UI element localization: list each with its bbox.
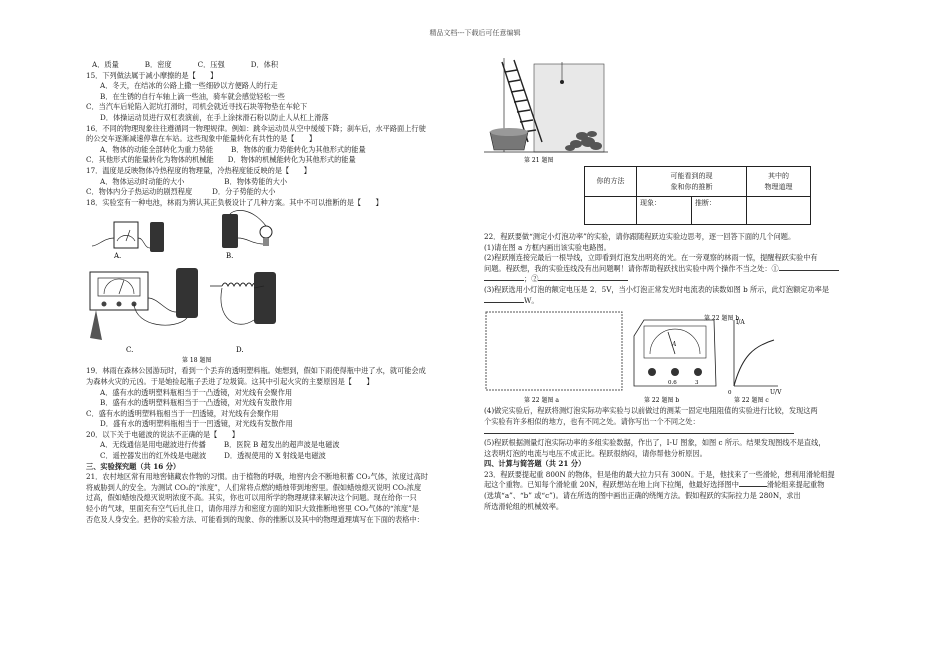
figure-18-caption: 第 18 题图 [182, 357, 212, 365]
q19-option-c: C．盛有水的透明塑料瓶相当于一凹透镜，对光线有会聚作用 [86, 408, 279, 418]
figure-22b-caption-bottom: 第 22 题图 b [644, 397, 680, 405]
q20-option-b: B．医院 B 超发出的超声波是电磁波 [223, 440, 340, 450]
q20-options-cd [86, 451, 478, 462]
graph-x-axis-label: U/V [770, 389, 782, 397]
figure-22 [484, 306, 878, 406]
experiment-table [584, 166, 811, 225]
q18-stem: 18．实验室有一种电池，林雨为辨认其正负极设计了几种方案。其中不可以推断的是【 】 [86, 197, 383, 207]
ammeter-scale-3: 3 [695, 380, 699, 387]
q15-option-b: B．在生锈的自行车轴上滴一些油，骑车就会感觉轻松一些 [100, 91, 285, 101]
ammeter-unit: A [672, 341, 677, 349]
q14-option-d: D．体积 [250, 60, 279, 69]
q19-option-a: A．盛有水的透明塑料瓶相当于一凸透镜，对光线有会聚作用 [100, 387, 293, 397]
circuit-c-label: C. [126, 346, 134, 355]
circuit-b-label: B. [226, 252, 234, 261]
q15-stem: 15．下列做法属于减小摩擦的是【 】 [86, 70, 218, 80]
circuit-d [210, 272, 276, 324]
table-cell-inference[interactable]: 推断： [692, 197, 747, 225]
q14-options [86, 60, 478, 71]
circuit-a-label: A. [114, 252, 122, 261]
q23-line-1: 23．程跃要提起重 800N 的物体，但是他的最大拉力只有 300N。于是，他找来了一些滑轮，想利用滑轮组提 [484, 469, 835, 479]
q20-option-d: D．透视使用的 X 射线是电磁波 [224, 451, 326, 461]
q19-option-b: B．盛有水的透明塑料瓶相当于一凸透镜，对光线有发散作用 [100, 398, 293, 408]
q20-options-ab [86, 440, 478, 451]
q22-line-1: 22．程跃要做“测定小灯泡功率”的实验，请你跟随程跃边实验边思考，逐一回答下面的几个问题。 [484, 232, 796, 241]
q22-part4-answer [484, 427, 878, 438]
q17-option-c: C．物体内分子热运动的剧烈程度 [86, 187, 193, 197]
q14-option-a: A．质量 [92, 60, 119, 69]
q22-answer-blank-1[interactable] [779, 270, 839, 271]
circuit-c [90, 268, 198, 340]
q17-option-b: B．物体势能的大小 [224, 176, 288, 186]
q17-options-ab [86, 177, 478, 188]
q16-stem-1: 16．不同的物理现象往往遵循同一物理规律。例如：跳伞运动员从空中缓缓下降；刹车后，水平路面上行驶 [86, 123, 426, 133]
q21-line-4: 轻小的气球，里面充有空气后扎住口，请你用浮力和密度方面的知识大致推断地窖里 CO₂气体的“浓度”是 [86, 504, 419, 514]
graph-y-axis-label: I/A [736, 319, 745, 327]
q17-stem: 17．温度是反映物体冷热程度的物理量，冷热程度能反映的是【 】 [86, 165, 311, 175]
ammeter-b [634, 320, 716, 386]
q22-line-7: W。 [484, 296, 878, 307]
q21-line-2: 将威胁到人的安全。为测试 CO₂的“浓度”，人们常将点燃的蜡烛带到地窖里。假如蜡烛熄灭说明 CO₂浓度 [86, 482, 422, 492]
q22-part5-line-1: (5)程跃根据测量灯泡实际功率的多组实验数据，作出了，I-U 图象，如图 c 所示。结果发现图线不是直线， [484, 437, 826, 447]
section-3-title: 三、实验探究题（共 16 分） [86, 461, 181, 471]
q16-option-a: A．物体的动能全部转化为重力势能 [100, 144, 214, 154]
q20-stem: 20．以下关于电磁波的说法不正确的是【 】 [86, 429, 239, 439]
table-cell-method[interactable] [585, 197, 637, 225]
q19-stem-1: 19．林雨在森林公园游玩时，看到一个丢弃的透明塑料瓶。她想到，假如下雨使得瓶中进了水，就可能会成 [86, 366, 426, 376]
figure-22a-caption: 第 22 题图 a [524, 397, 559, 405]
q22-line-6: (3)程跃选用小灯泡的额定电压是 2．5V，当小灯泡正常发光时电流表的读数如图 b 所示，此灯泡额定功率是 [484, 284, 830, 294]
q22-answer-blank-2[interactable] [538, 280, 628, 281]
q22-part4-line-1: (4)做完实验后，程跃将测灯泡实际功率实验与以前做过的测某一固定电阻阻值的实验进行比较，发现这两 [484, 406, 818, 416]
q23-line-2: 起这个重物。已知每个滑轮重 20N，程跃想站在地上向下拉绳，他最好选择图中 滑轮组来提起重物 [484, 480, 825, 490]
left-column [86, 60, 478, 525]
q16-option-d: D．物体的机械能转化为其他形式的能量 [227, 155, 356, 165]
q16-option-b: B．物体的重力势能转化为其他形式的能量 [231, 144, 366, 154]
table-header-reason: 其中的 物理道理 [747, 167, 811, 197]
q16-option-c: C．其他形式的能量转化为物体的机械能 [86, 155, 214, 165]
q22-line-5: ；② [484, 274, 878, 285]
figure-21-drawing [484, 58, 878, 166]
q23-line-3: (选填“a”、“b” 或“c”)。请在所选的图中画出正确的绕绳方法。假如程跃的实际拉力是 280N，求出 [484, 490, 801, 500]
figure-22-drawing [484, 306, 878, 406]
experiment-table-wrap [484, 166, 878, 232]
q15-option-c: C．当汽车后轮陷入泥坑打滑时，司机会就近寻找石块等物垫在车轮下 [86, 102, 308, 112]
lamp-icon [560, 80, 564, 84]
table-cell-reason[interactable] [747, 197, 811, 225]
q16-options-ab [86, 145, 478, 156]
q16-stem-2: 的公交车逐渐减速停靠在车站。这些现象中能量转化有共性的是【 】 [86, 134, 317, 144]
q22-line-4: 问题。程跃想，我的实验连线没有出问题啊！请你帮助程跃找出实验中两个操作不当之处：① [484, 264, 878, 275]
ammeter-scale-06: 0.6 [668, 380, 677, 387]
q17-options-cd [86, 187, 478, 198]
q19-stem-2: 为森林火灾的元凶。于是她捡起瓶子丢进了垃圾筒。这其中引起火灾的主要原因是【 】 [86, 376, 374, 386]
q20-option-c: C．遥控器发出的红外线是电磁波 [100, 451, 207, 461]
q23-line-4: 所选滑轮组的机械效率。 [484, 501, 564, 511]
table-header-phenomenon: 可能看到的现 象和你的推断 [637, 167, 747, 197]
right-column [484, 58, 878, 512]
figure-18 [86, 208, 478, 366]
iu-graph-c [728, 319, 782, 396]
figure-22c-caption: 第 22 题图 c [734, 397, 769, 405]
q22-part4-line-2: 个实验有许多相似的地方，也有不同之处。请你写出一个不同之处： [484, 416, 700, 426]
circuit-b [222, 211, 272, 249]
q14-option-c: C．压强 [197, 60, 225, 69]
section-4-title: 四、计算与简答题（共 21 分） [484, 459, 586, 469]
q16-options-cd [86, 155, 478, 166]
circuit-d-label: D. [236, 346, 244, 355]
table-header-method: 你的方法 [585, 167, 637, 197]
q21-line-1: 21．农村地区常有用地窖储藏农作物的习惯。由于植物的呼吸，地窖内会不断地积蓄 CO₂气体，浓度过高时 [86, 472, 428, 482]
q22-line-2: (1)请在图 a 方框内画出该实验电路图。 [484, 242, 611, 252]
q22-part5-line-2: 这表明灯泡的电流与电压不成正比。程跃很纳闷，请你帮他分析原因。 [484, 448, 707, 458]
circuit-a [92, 222, 164, 252]
q17-option-a: A．物体运动时动能的大小 [100, 176, 185, 186]
graph-origin-label: 0 [728, 390, 732, 397]
table-cell-phenomenon[interactable]: 现象： [637, 197, 692, 225]
q19-option-d: D．盛有水的透明塑料瓶相当于一凹透镜，对光线有发散作用 [100, 419, 293, 429]
q22-line-3: (2)程跃刚连接完最后一根导线，立即看到灯泡发出明亮的光。在一旁观察的林雨一惊，提醒程跃实验中有 [484, 253, 818, 263]
page-header: 精品文档---下载后可任意编辑 [429, 29, 521, 37]
q15-option-d: D．体操运动员进行双杠表演前，在手上涂抹滑石粉以防止人从杠上滑落 [100, 112, 329, 122]
figure-18-drawing [86, 208, 478, 366]
figure-21-caption: 第 21 题图 [524, 157, 554, 164]
figure-21 [484, 58, 878, 166]
q21-line-5: 否危及人身安全。把你的实验方法、可能看到的现象、你的推断以及其中的物理道理填写在下面的表格中： [86, 514, 424, 524]
q22-difference-blank[interactable] [484, 433, 794, 434]
circuit-diagram-box[interactable] [486, 312, 622, 390]
q23-choice-blank[interactable] [739, 486, 767, 487]
q17-option-d: D．分子势能的大小 [212, 187, 276, 197]
q14-option-b: B．密度 [144, 60, 172, 69]
q15-option-a: A．冬天，在结冰的公路上撒一些细砂以方便路人的行走 [100, 81, 278, 91]
figure-22b-caption: 第 22 题图 b [704, 315, 740, 323]
q21-line-3: 过高，假如蜡烛没熄灭说明浓度不高。其实，你也可以用所学的物理规律来解决这个问题。现在给你一只 [86, 493, 417, 503]
q22-answer-blank-1b[interactable] [484, 280, 524, 281]
q22-power-blank[interactable] [484, 302, 524, 303]
q20-option-a: A．无线通信是用电磁波进行传播 [100, 440, 206, 450]
